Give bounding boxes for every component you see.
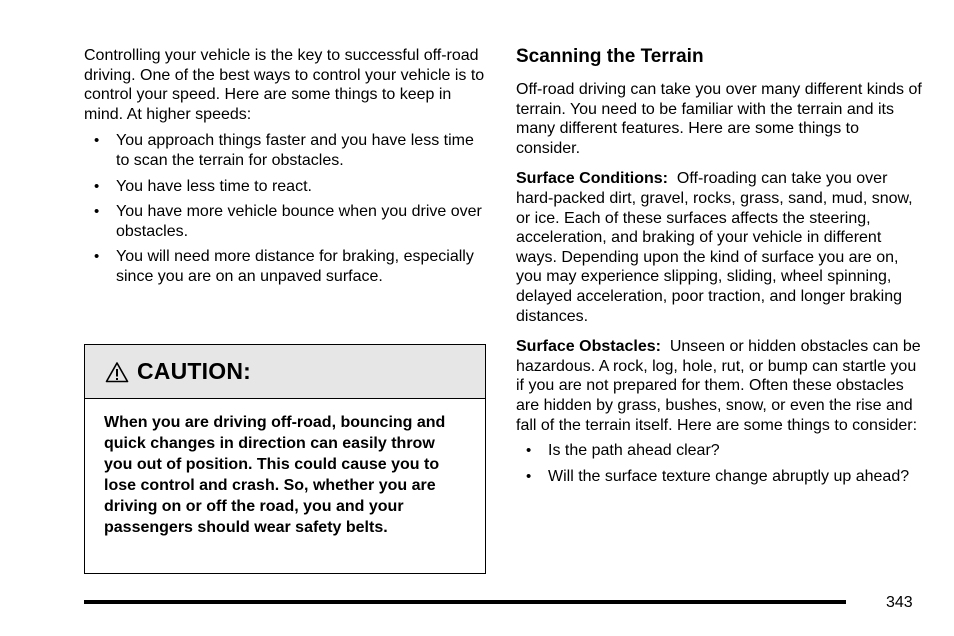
list-item: • You approach things faster and you have less time to scan the terrain for obstacles.	[94, 132, 474, 169]
bullet-icon: •	[94, 177, 100, 195]
caution-body: When you are driving off-road, bouncing and quick changes in direction can easily throw you out of position. This could cause you to lose control and crash. So, whether you are driving on or off the road, you and your passengers should wear safety belts.	[104, 414, 446, 537]
surface-obstacles-term: Surface Obstacles:	[516, 338, 661, 356]
warning-triangle-icon	[105, 361, 129, 383]
surface-conditions-paragraph: Surface Conditions: Off-roading can take you over hard-packed dirt, gravel, rocks, grass, sand, mud, snow, or ice. Each of these surfaces affects the steering, acceleration, and braking of your vehicle in different ways. Depending upon the kind of surface you are on, you may experience slipping, sliding, wheel spinning, delayed acceleration, poor traction, and longer braking distances.	[516, 170, 913, 325]
intro-paragraph: Controlling your vehicle is the key to successful off-road driving. One of the best ways to control your vehicle is to control your speed. Here are some things to keep in mind. At higher speeds:	[84, 47, 485, 123]
page-number: 343	[886, 594, 913, 611]
list-item: • You will need more distance for braking, especially since you are on an unpaved surface.	[94, 248, 474, 285]
list-item: • Will the surface texture change abruptly up ahead?	[526, 467, 910, 485]
list-item: • Is the path ahead clear?	[526, 442, 720, 460]
caution-header	[85, 345, 485, 399]
speed-bullet-list	[84, 131, 488, 286]
bullet-icon: •	[94, 248, 100, 266]
bullet-icon: •	[526, 442, 532, 460]
surface-conditions-term: Surface Conditions:	[516, 170, 669, 188]
bullet-icon: •	[94, 132, 100, 150]
bullet-icon: •	[526, 467, 532, 485]
obstacle-bullet-list	[516, 441, 926, 486]
caution-box	[84, 344, 486, 574]
right-column	[516, 46, 926, 492]
left-column	[84, 46, 488, 293]
terrain-intro-paragraph: Off-road driving can take you over many different kinds of terrain. You need to be familiar with the terrain and its many different features. Here are some things to consider.	[516, 81, 922, 157]
section-heading: Scanning the Terrain	[516, 46, 704, 67]
bullet-icon: •	[94, 203, 100, 221]
list-item: • You have less time to react.	[94, 177, 312, 195]
caution-title: CAUTION:	[137, 358, 252, 384]
list-item: • You have more vehicle bounce when you drive over obstacles.	[94, 203, 482, 240]
surface-obstacles-paragraph: Surface Obstacles: Unseen or hidden obstacles can be hazardous. A rock, log, hole, rut, or bump can startle you if you are not prepared for them. Often these obstacles are hidden by grass, bushes, snow, or even the rise and fall of the terrain itself. Here are some things to consider:	[516, 338, 921, 434]
footer-rule	[84, 600, 846, 604]
